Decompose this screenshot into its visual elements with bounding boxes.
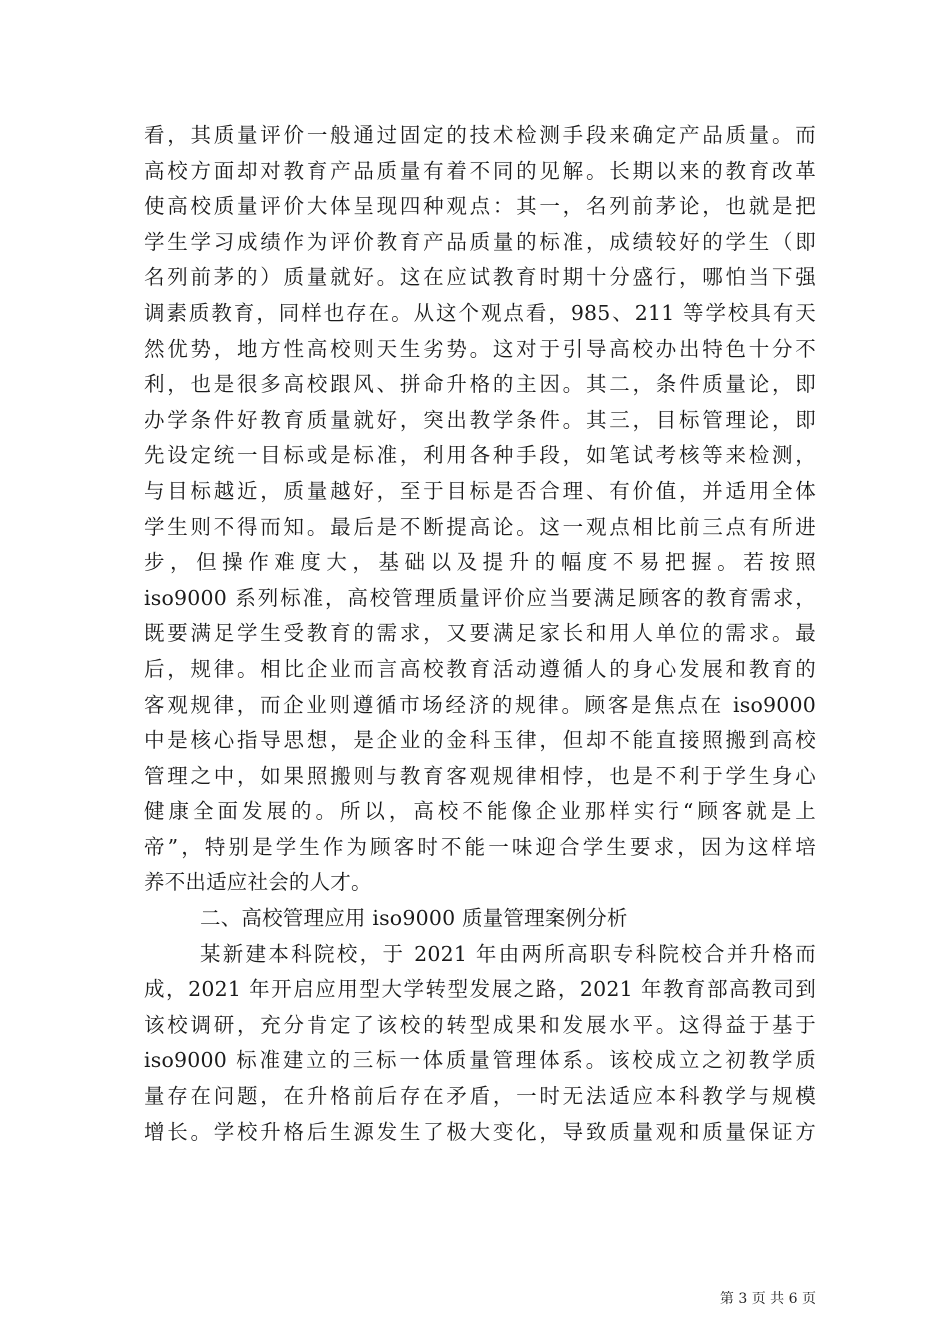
text-line: 利，也是很多高校跟风、拼命升格的主因。其二，条件质量论，即 xyxy=(144,372,816,397)
text-line: 名列前茅的）质量就好。这在应试教育时期十分盛行，哪怕当下强 xyxy=(144,265,816,290)
text-line: 学生学习成绩作为评价教育产品质量的标准，成绩较好的学生（即 xyxy=(144,229,816,254)
text-line: 帝”，特别是学生作为顾客时不能一味迎合学生要求，因为这样培 xyxy=(144,834,816,859)
document-body xyxy=(144,118,816,1150)
text-line: 办学条件好教育质量就好，突出教学条件。其三，目标管理论，即 xyxy=(144,407,816,432)
text-line: 步，但操作难度大，基础以及提升的幅度不易把握。若按照 xyxy=(144,550,816,575)
text-line: 高校方面却对教育产品质量有着不同的见解。长期以来的教育改革 xyxy=(144,158,816,183)
text-line: 管理之中，如果照搬则与教育客观规律相悖，也是不利于学生身心 xyxy=(144,763,816,788)
text-line: 学生则不得而知。最后是不断提高论。这一观点相比前三点有所进 xyxy=(144,514,816,539)
text-line: 与目标越近，质量越好，至于目标是否合理、有价值，并适用全体 xyxy=(144,478,816,503)
text-line: 调素质教育，同样也存在。从这个观点看，985、211 等学校具有天 xyxy=(144,300,816,325)
text-line: 养不出适应社会的人才。 xyxy=(144,870,372,895)
text-line: 量存在问题，在升格前后存在矛盾，一时无法适应本科教学与规模 xyxy=(144,1084,816,1109)
text-line: 客观规律，而企业则遵循市场经济的规律。顾客是焦点在 iso9000 xyxy=(144,692,816,717)
text-line: 既要满足学生受教育的需求，又要满足家长和用人单位的需求。最 xyxy=(144,621,816,646)
page-number: 第 3 页 共 6 页 xyxy=(719,1291,816,1307)
text-line: 中是核心指导思想，是企业的金科玉律，但却不能直接照搬到高校 xyxy=(144,728,816,753)
text-line: 看，其质量评价一般通过固定的技术检测手段来确定产品质量。而 xyxy=(144,123,816,147)
text-line: 某新建本科院校，于 2021 年由两所高职专科院校合并升格而 xyxy=(200,941,816,966)
text-line: 先设定统一目标或是标准，利用各种手段，如笔试考核等来检测， xyxy=(144,443,816,468)
text-line: 健康全面发展的。所以，高校不能像企业那样实行“顾客就是上 xyxy=(144,799,816,824)
text-line: 然优势，地方性高校则天生劣势。这对于引导高校办出特色十分不 xyxy=(144,336,816,361)
text-line: 该校调研，充分肯定了该校的转型成果和发展水平。这得益于基于 xyxy=(144,1012,816,1037)
text-line: 增长。学校升格后生源发生了极大变化，导致质量观和质量保证方 xyxy=(144,1119,816,1144)
section-heading: 二、高校管理应用 iso9000 质量管理案例分析 xyxy=(200,906,628,931)
text-line: iso9000 系列标准，高校管理质量评价应当要满足顾客的教育需求， xyxy=(144,585,816,610)
text-line: 后，规律。相比企业而言高校教育活动遵循人的身心发展和教育的 xyxy=(144,656,816,681)
text-line: 使高校质量评价大体呈现四种观点：其一，名列前茅论，也就是把 xyxy=(144,194,816,219)
text-line: 成，2021 年开启应用型大学转型发展之路，2021 年教育部高教司到 xyxy=(144,977,816,1002)
text-line: iso9000 标准建立的三标一体质量管理体系。该校成立之初教学质 xyxy=(144,1048,816,1073)
